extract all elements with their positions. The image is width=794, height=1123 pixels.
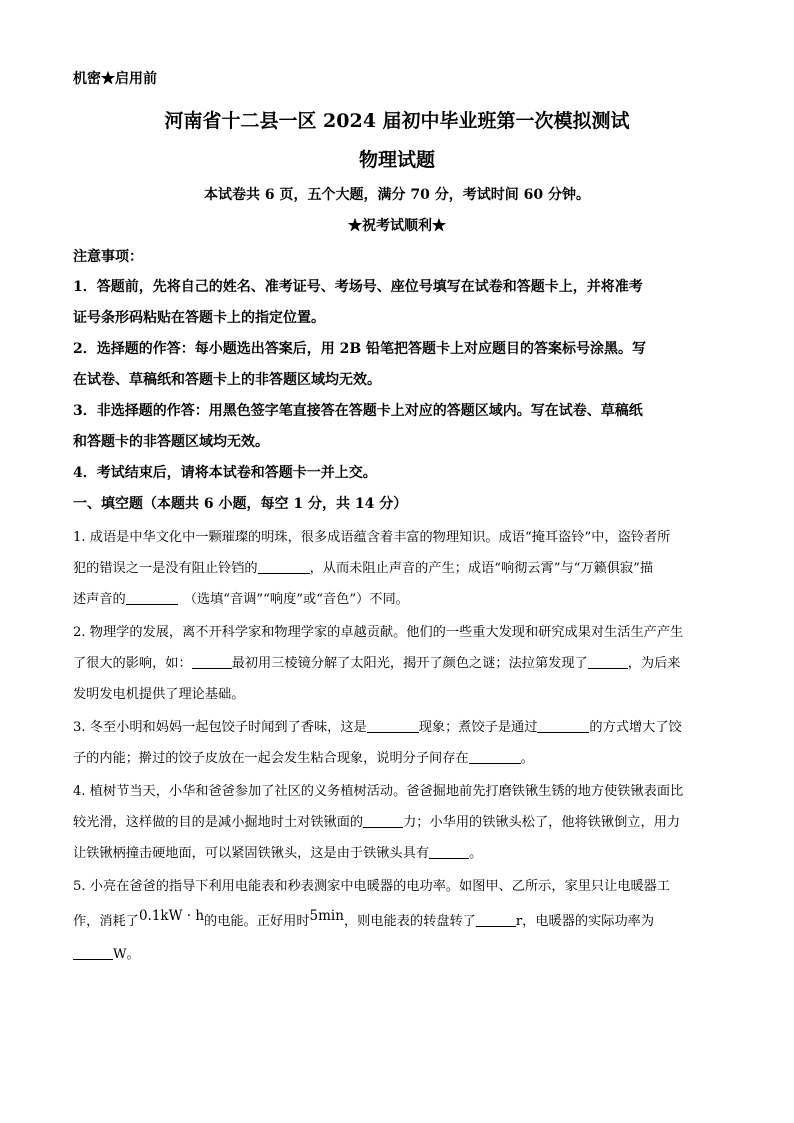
answer-blank[interactable]: [126, 592, 178, 605]
q3-line-2: [73, 747, 534, 766]
q4-line-2: [73, 811, 680, 830]
q3-line-1: [73, 716, 682, 735]
answer-blank[interactable]: [367, 720, 419, 733]
answer-blank[interactable]: [476, 914, 516, 927]
q4-line-3: [73, 842, 482, 861]
q3-text-b: 现象；煮饺子是通过: [418, 720, 538, 735]
answer-blank[interactable]: [363, 815, 403, 828]
answer-blank[interactable]: [588, 656, 628, 669]
q1-line-2: [73, 557, 653, 576]
q1-text-b: ，从而未阻止声音的产生；成语“响彻云霄”与“万籁俱寂”描: [309, 561, 654, 576]
blessing-line: ★祝考试顺利★: [348, 218, 446, 234]
q1-text-c: 述声音的: [73, 592, 126, 607]
q2-line-1: 2. 物理学的发展，离不开科学家和物理学家的卓越贡献。他们的一些重大发现和研究成果对生活生产产生: [73, 625, 684, 640]
exam-subtitle: 物理试题: [358, 149, 435, 171]
q5-energy-value: 0.1kW · h: [138, 908, 205, 924]
q5-text-b: 的电能。正好用时: [204, 914, 310, 929]
note-1-line-1: 1．答题前，先将自己的姓名、准考证号、考场号、座位号填写在试卷和答题卡上，并将准考: [73, 279, 643, 295]
notes-heading: 注意事项：: [73, 249, 143, 265]
q5-text-c: ，则电能表的转盘转了: [343, 914, 476, 929]
q4-text-b: 力；小华用的铁锹头松了，他将铁锹倒立，用力: [403, 815, 681, 830]
q2-line-3: 发明发电机提供了理论基础。: [73, 687, 245, 702]
q5-line-3: [73, 943, 140, 962]
q3-text-c: 的方式增大了饺: [589, 720, 682, 735]
q4-line-1: 4. 植树节当天，小华和爸爸参加了社区的义务植树活动。爸爸掘地前先打磨铁锹生锈的地方使铁锹表面比: [73, 784, 684, 799]
answer-blank[interactable]: [469, 751, 521, 764]
answer-blank[interactable]: [258, 561, 310, 574]
answer-blank[interactable]: [73, 947, 113, 960]
q4-text-a: 较光滑，这样做的目的是减小掘地时土对铁锹面的: [73, 815, 364, 830]
q2-text-a: 了很大的影响，如：: [73, 656, 192, 671]
note-1-line-2: 证号条形码粘贴在答题卡上的指定位置。: [73, 310, 325, 326]
q1-line-1: 1. 成语是中华文化中一颗璀璨的明珠，很多成语蕴含着丰富的物理知识。成语“掩耳盗铃”中，盗铃者所: [73, 530, 671, 545]
q5-line-2: [73, 910, 654, 929]
q4-text-d: 。: [469, 846, 483, 861]
note-2-line-2: 在试卷、草稿纸和答题卡上的非答题区域均无效。: [73, 372, 381, 388]
q5-line-1: 5. 小亮在爸爸的指导下利用电能表和秒表测家中电暖器的电功率。如图甲、乙所示，家里只让电暖器工: [73, 879, 671, 894]
q2-text-b: 最初用三棱镜分解了太阳光，揭开了颜色之谜；法拉第发现了: [231, 656, 588, 671]
q5-text-e: W。: [113, 947, 140, 962]
answer-blank[interactable]: [192, 656, 232, 669]
note-2-line-1: 2．选择题的作答：每小题选出答案后，用 2B 铅笔把答题卡上对应题目的答案标号涂黑。写: [73, 341, 647, 357]
q5-text-a: 作，消耗了: [73, 914, 139, 929]
note-4: 4．考试结束后，请将本试卷和答题卡一并上交。: [73, 465, 377, 481]
q1-line-3: [73, 588, 409, 607]
note-3-line-2: 和答题卡的非答题区域均无效。: [73, 434, 269, 450]
q3-text-d: 子的内能；擀过的饺子皮放在一起会发生粘合现象，说明分子间存在: [73, 751, 469, 766]
section-1-heading: 一、填空题（本题共 6 小题，每空 1 分，共 14 分）: [73, 496, 408, 512]
confidential-label: 机密★启用前: [73, 71, 157, 87]
q2-line-2: [73, 652, 681, 671]
q2-text-c: ，为后来: [627, 656, 681, 671]
answer-blank[interactable]: [537, 720, 589, 733]
q5-time-value: 5min: [309, 908, 344, 924]
answer-blank[interactable]: [429, 846, 469, 859]
q1-text-a: 犯的错误之一是没有阻止铃铛的: [73, 561, 258, 576]
exam-title: 河南省十二县一区 2024 届初中毕业班第一次模拟测试: [164, 110, 630, 132]
q3-text-e: 。: [520, 751, 534, 766]
q5-text-d: r，电暖器的实际功率为: [515, 914, 655, 929]
q1-text-d: （选填“音调”“响度”或“音色”）不同。: [183, 592, 409, 607]
q3-text-a: 3. 冬至小明和妈妈一起包饺子时闻到了香味，这是: [73, 720, 367, 735]
exam-info: 本试卷共 6 页，五个大题，满分 70 分，考试时间 60 分钟。: [204, 187, 590, 203]
q4-text-c: 让铁锹柄撞击硬地面，可以紧固铁锹头，这是由于铁锹头具有: [73, 846, 430, 861]
note-3-line-1: 3．非选择题的作答：用黑色签字笔直接答在答题卡上对应的答题区域内。写在试卷、草稿纸: [73, 403, 643, 419]
